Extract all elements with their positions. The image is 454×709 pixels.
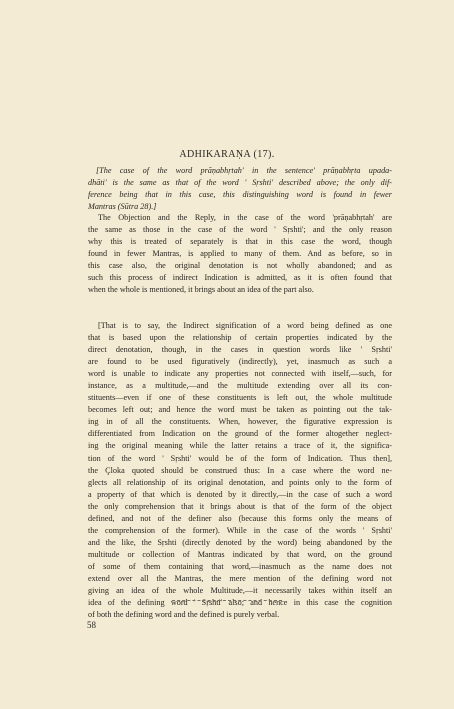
text-line: The Objection and the Reply, in the case of the word 'prāṇabhṛtah' are <box>98 213 392 222</box>
text-line: the comprehension of the former). While in the case of the words ' Sṛshti' <box>88 525 392 535</box>
text-line: and the like, the Sṛshti (directly denoted by the word) being abandoned by the <box>88 537 392 547</box>
text-line: the only comprehension that it brings about is that of the form of the object <box>88 501 392 511</box>
text-line: this case also, the original denotation is not wholly abandoned; and as <box>88 261 392 271</box>
text-line: a property of that which is denoted by it directly,—in the case of such a word <box>88 489 392 499</box>
paragraph-objection-reply <box>88 212 392 296</box>
text-line: dhāti' is the same as that of the word ' Sṛshti' described above; the only dif- <box>88 178 392 188</box>
text-line: ing in of all the constituents. When, however, the figurative expression is <box>88 417 392 427</box>
text-line: when the whole is mentioned, it brings about an idea of the part also. <box>88 285 314 295</box>
text-line: defined, and not of the definer also (because this forms only the means of <box>88 513 392 523</box>
text-line: glects all relationship of its original denotation, and points only to the form of <box>88 477 392 487</box>
text-line: the Çloka quoted should be construed thus: In a case where the word ne- <box>88 465 392 475</box>
text-line: tion of the word ' Sṛshti' would be of the form of Indication. Thus then], <box>88 453 392 463</box>
text-line: [That is to say, the Indirect signification of a word being defined as one <box>98 321 392 330</box>
section-heading: ADHIKARAṆA (17). <box>179 149 275 160</box>
text-line: giving an idea of the whole Multitude,—it necessarily takes within itself an <box>88 586 392 596</box>
text-line: Mantras (Sūtra 28).] <box>88 202 157 212</box>
text-line: such this process of indirect Indication is admitted, as it is often found that <box>88 273 392 283</box>
text-line: stituents—even if one of these constituents is left out, the whole multitude <box>88 393 392 403</box>
text-line: ference being that in this case, this distinguishing word is found in fewer <box>88 190 392 200</box>
paragraph-explanation <box>88 320 392 621</box>
text-line: direct denotation, though, in the cases in question words like ' Sṛshti' <box>88 345 392 355</box>
text-line: extend over all the Mantras, the mere mention of the defining word not <box>88 573 392 583</box>
text-line: becomes left out; and hence the word must be taken as pointing out the tak- <box>88 405 392 415</box>
text-line: that is based upon the relationship of certain properties indicated by the <box>88 333 392 343</box>
text-line: idea of the defining word ' Sṛshti' also; and hence in this case the cognition <box>88 598 392 608</box>
text-line: multitude or collection of Mantras indicated by that word, on the ground <box>88 549 392 559</box>
page-number: 58 <box>87 620 96 630</box>
text-line: differentiated from Indication on the ground of the former altogether neglect- <box>88 429 392 439</box>
text-line: why this is treated of separately is that in this case the word, though <box>88 237 392 247</box>
text-line: of both the defining word and the defined is purely verbal. <box>88 610 280 620</box>
text-line: found in fewer Mantras, is applied to many of them. And as before, so in <box>88 249 392 259</box>
text-line: instance, as a multitude,—and the multitude extending over all its con- <box>88 381 392 391</box>
text-line: are found to be used figuratively (indirectly), yet, inasmuch as such a <box>88 357 392 367</box>
text-line: word is unable to indicate any properties not connected with itself,—such, for <box>88 369 392 379</box>
text-line: of some of them containing that word,—inasmuch as the name does not <box>88 561 392 571</box>
end-rule <box>172 600 282 601</box>
text-line: [The case of the word prāṇabhṛtah' in the sentence' prāṇabhṛta upada- <box>96 166 392 175</box>
text-line: ing the original meaning while the latter retains a trace of it, the significa- <box>88 441 392 451</box>
text-line: the same as those in the case of the word ' Sṛshti'; and the only reason <box>88 225 392 235</box>
editor-note <box>88 165 392 213</box>
